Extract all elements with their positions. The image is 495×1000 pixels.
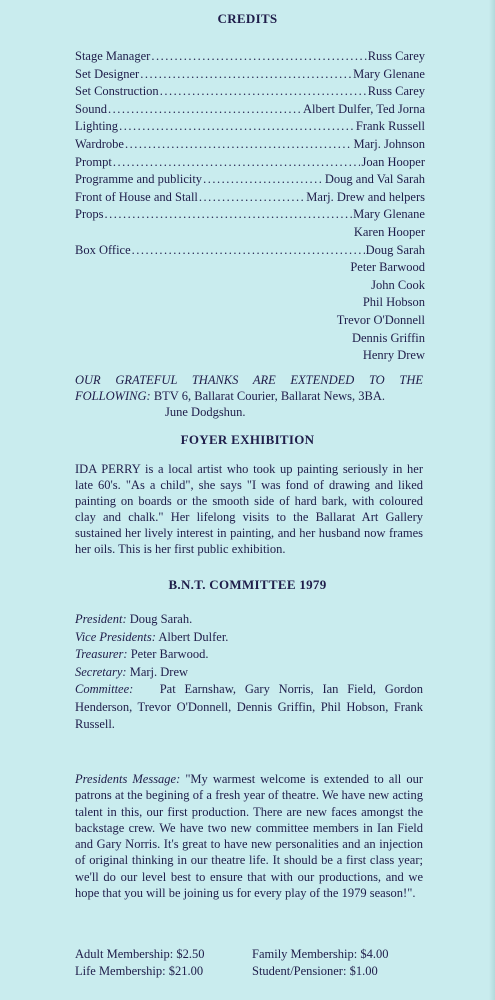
- credit-extra-person: John Cook: [371, 277, 425, 292]
- committee-label: Committee:: [75, 682, 134, 696]
- credit-row: [75, 84, 425, 102]
- committee-heading: B.N.T. COMMITTEE 1979: [168, 577, 327, 592]
- treasurer-name: Peter Barwood.: [130, 647, 209, 661]
- committee-secretary: [75, 664, 423, 682]
- leader-dots: [151, 49, 366, 64]
- message-label: Presidents Message:: [75, 772, 181, 786]
- credit-person: Albert Dulfer, Ted Jorna: [303, 101, 425, 116]
- credit-role: Set Designer: [75, 66, 140, 81]
- committee-names: Pat Earnshaw, Gary Norris, Ian Field, Gordon Henderson, Trevor O'Donnell, Dennis Griffin, Phil Hobson, Frank Russell.: [75, 682, 423, 731]
- thanks-section: [75, 372, 423, 420]
- page-edge-shadow: [489, 0, 495, 1000]
- thanks-lead: OUR GRATEFUL THANKS ARE EXTENDED TO THE FOLLOWING:: [75, 373, 423, 403]
- credit-person: Russ Carey: [367, 84, 425, 99]
- credit-row: [75, 137, 425, 155]
- credit-row: [75, 119, 425, 137]
- credit-role: Set Construction: [75, 84, 159, 99]
- credit-person: Joan Hooper: [361, 154, 425, 169]
- vice-name: Albert Dulfer.: [158, 629, 229, 644]
- credit-role: Wardrobe: [75, 136, 124, 151]
- leader-dots: [125, 137, 353, 152]
- credit-role: Sound: [75, 101, 107, 116]
- credit-row: [75, 49, 425, 67]
- credit-role: Programme and publicity: [75, 172, 203, 187]
- credit-person: Russ Carey: [367, 49, 425, 63]
- secretary-label: Secretary:: [75, 664, 127, 679]
- leader-dots: [140, 67, 352, 82]
- fees-col-right: [252, 946, 388, 980]
- student-membership: Student/Pensioner: $1.00: [252, 964, 378, 978]
- committee-members: [75, 681, 423, 734]
- credit-person: Marj. Drew and helpers: [306, 189, 425, 204]
- foyer-heading: FOYER EXHIBITION: [180, 432, 315, 447]
- credit-row: [75, 190, 425, 208]
- credit-row: [75, 243, 425, 261]
- committee-vice: [75, 629, 423, 647]
- credit-person: Mary Glenane: [353, 207, 425, 222]
- leader-dots: [108, 102, 302, 117]
- leader-dots: [113, 155, 361, 170]
- leader-dots: [203, 172, 324, 187]
- thanks-sponsors: BTV 6, Ballarat Courier, Ballarat News, 3BA.: [153, 389, 385, 403]
- committee-treasurer: [75, 646, 423, 664]
- leader-dots: [104, 207, 352, 222]
- committee-president: [75, 611, 423, 629]
- committee-list: [75, 611, 423, 734]
- credit-row: [75, 207, 425, 225]
- credit-person: Mary Glenane: [353, 66, 425, 81]
- credit-extra-person: Phil Hobson: [362, 295, 425, 310]
- life-membership: Life Membership: $21.00: [75, 964, 204, 978]
- thanks-tail: June Dodgshun.: [165, 405, 246, 419]
- credit-role: Lighting: [75, 119, 119, 134]
- credit-role: Front of House and Stall: [75, 189, 198, 204]
- message-body: "My warmest welcome is extended to all our patrons at the begining of a fresh year of theatre. We have new acting talent in this, our first production. There are new faces amongst the backstage crew. We have two new committee members in Ian Field and Gary Norris. It's great to have new personalities and an injection of original thinking in our theatre life. It should be a first class year; we'll do our level best to ensure that with our productions, and we hope that you will be joining us for every play of the 1979 season!".: [75, 772, 423, 901]
- presidents-message: [75, 771, 423, 901]
- credit-extra-person: Trevor O'Donnell: [336, 312, 425, 327]
- treasurer-label: Treasurer:: [75, 647, 128, 661]
- vice-label: Vice Presidents:: [75, 629, 156, 644]
- credit-person: Frank Russell: [355, 119, 425, 134]
- family-membership: Family Membership: $4.00: [252, 947, 389, 961]
- credit-extra-person: Henry Drew: [362, 348, 425, 363]
- credit-extra-person: Karen Hooper: [353, 224, 425, 239]
- credit-role: Prompt: [75, 154, 112, 169]
- credit-role: Props: [75, 207, 104, 222]
- thanks-text: [75, 372, 423, 404]
- credit-row: [75, 155, 425, 173]
- leader-dots: [132, 243, 365, 258]
- credit-extra-person: Peter Barwood: [350, 260, 425, 275]
- credits-heading: CREDITS: [217, 11, 278, 26]
- leader-dots: [160, 84, 367, 99]
- credit-row: [75, 172, 425, 190]
- president-label: President:: [75, 612, 127, 626]
- credit-extra-person: Dennis Griffin: [351, 330, 425, 345]
- foyer-body: IDA PERRY is a local artist who took up painting seriously in her late 60's. "As a child", she says "I was fond of drawing and liked painting on boards or the smooth side of hard bark, with coloured clay and chalk." Her lifelong visits to the Ballarat Art Gallery sustained her lively interest in painting, and her husband now frames her oils. This is her first public exhibition.: [75, 462, 423, 556]
- credit-role: Stage Manager: [75, 49, 151, 63]
- adult-membership: Adult Membership: $2.50: [75, 947, 205, 961]
- credits-list: [75, 49, 425, 366]
- credit-person: Doug Sarah: [365, 242, 425, 257]
- fees-col-left: [75, 946, 205, 980]
- president-name: Doug Sarah.: [129, 612, 193, 626]
- credit-person: Marj. Johnson: [353, 136, 425, 151]
- secretary-name: Marj. Drew: [129, 664, 189, 679]
- credit-row: [75, 67, 425, 85]
- leader-dots: [119, 119, 355, 134]
- credit-row: [75, 102, 425, 120]
- credit-person: Doug and Val Sarah: [324, 172, 425, 187]
- leader-dots: [199, 190, 305, 205]
- credit-role: Box Office: [75, 242, 131, 257]
